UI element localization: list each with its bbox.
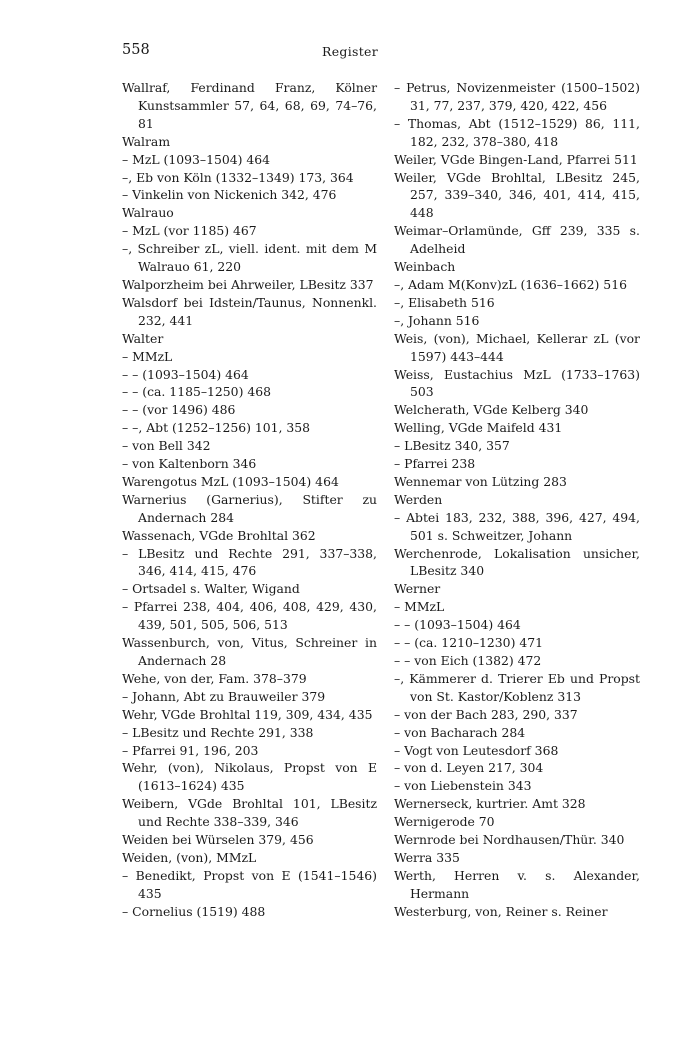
index-entry: Walter: [122, 330, 164, 346]
index-entry: Weiler, VGde Brohltal, LBesitz 245, 257, 339–340, 346, 401, 414, 415, 448: [394, 169, 640, 221]
index-entry: – Thomas, Abt (1512–1529) 86, 111, 182, 232, 378–380, 418: [394, 115, 640, 149]
index-entry: Weibern, VGde Brohltal 101, LBesitz und Rechte 338–339, 346: [122, 796, 377, 830]
index-entry: – –, Abt (1252–1256) 101, 358: [122, 420, 311, 436]
index-entry: –, Elisabeth 516: [394, 294, 495, 310]
index-entry: Wehr, VGde Brohltal 119, 309, 434, 435: [122, 706, 373, 722]
index-entry: Wernerseck, kurtrier. Amt 328: [394, 796, 586, 812]
index-entry: Welling, VGde Maifeld 431: [394, 420, 563, 436]
index-entry: – Vinkelin von Nickenich 342, 476: [122, 187, 337, 203]
index-entry: Wehr, (von), Nikolaus, Propst von E (1613–1624) 435: [122, 760, 377, 794]
index-entry: Weiden, (von), MMzL: [122, 849, 257, 865]
index-entry: Walram: [122, 133, 171, 149]
index-entry: Wehe, von der, Fam. 378–379: [122, 670, 307, 686]
index-entry: Wernigerode 70: [394, 814, 495, 830]
index-entry: – von Bell 342: [122, 438, 211, 454]
index-entry: Walrauo: [122, 205, 174, 221]
index-entry: – Cornelius (1519) 488: [122, 903, 266, 919]
index-entry: Walsdorf bei Idstein/Taunus, Nonnenkl. 232, 441: [122, 294, 377, 328]
index-entry: Weiden bei Würselen 379, 456: [122, 832, 314, 848]
index-entry: – von Kaltenborn 346: [122, 456, 257, 472]
index-entry: – – (1093–1504) 464: [122, 366, 249, 382]
index-entry: – Ortsadel s. Walter, Wigand: [122, 581, 300, 597]
index-entry: Werra 335: [394, 849, 460, 865]
page-number: 558: [122, 42, 150, 58]
index-entry: –, Schreiber zL, viell. ident. mit dem M Walrauo 61, 220: [122, 241, 377, 275]
index-entry: – von d. Leyen 217, 304: [394, 760, 544, 776]
running-title: Register: [321, 44, 379, 59]
index-entry: Werchenrode, Lokalisation unsicher, LBesitz 340: [394, 545, 640, 579]
index-entry: Wennemar von Lützing 283: [394, 473, 567, 489]
index-entry: Weimar–Orlamünde, Gff 239, 335 s. Adelheid: [394, 223, 640, 257]
index-entry: – Vogt von Leutesdorf 368: [394, 742, 559, 758]
index-entry: – – (ca. 1210–1230) 471: [394, 635, 543, 651]
page-header: [0, 42, 700, 62]
index-entry: – MMzL: [394, 599, 445, 615]
index-column-right: [394, 79, 640, 921]
index-entry: Werth, Herren v. s. Alexander, Hermann: [394, 867, 640, 901]
index-entry: – LBesitz und Rechte 291, 337–338, 346, 414, 415, 476: [122, 545, 377, 579]
index-entry: Wallraf, Ferdinand Franz, Kölner Kunstsammler 57, 64, 68, 69, 74–76, 81: [122, 80, 377, 131]
index-entry: – von der Bach 283, 290, 337: [394, 706, 578, 722]
index-entry: – MzL (1093–1504) 464: [122, 151, 271, 167]
index-entry: – Petrus, Novizenmeister (1500–1502) 31, 77, 237, 379, 420, 422, 456: [394, 80, 640, 113]
index-entry: Welcherath, VGde Kelberg 340: [394, 402, 589, 418]
index-entry: – von Liebenstein 343: [394, 778, 532, 794]
index-entry: – – (vor 1496) 486: [122, 402, 236, 418]
index-entry: Weis, (von), Michael, Kellerar zL (vor 1597) 443–444: [394, 330, 640, 364]
index-entry: Weiss, Eustachius MzL (1733–1763) 503: [394, 366, 640, 400]
index-entry: – LBesitz 340, 357: [394, 438, 510, 454]
index-entry: –, Kämmerer d. Trierer Eb und Propst von St. Kastor/Koblenz 313: [394, 670, 640, 704]
index-entry: – Pfarrei 238, 404, 406, 408, 429, 430, 439, 501, 505, 506, 513: [122, 599, 377, 633]
index-entry: – MzL (vor 1185) 467: [122, 223, 257, 239]
index-entry: Weinbach: [394, 259, 456, 275]
index-entry: Warengotus MzL (1093–1504) 464: [122, 473, 339, 489]
index-entry: – Johann, Abt zu Brauweiler 379: [122, 688, 326, 704]
index-entry: Warnerius (Garnerius), Stifter zu Andernach 284: [122, 491, 377, 525]
index-entry: – LBesitz und Rechte 291, 338: [122, 724, 314, 740]
index-entry: – Benedikt, Propst von E (1541–1546) 435: [122, 867, 377, 901]
index-entry: –, Adam M(Konv)zL (1636–1662) 516: [394, 276, 627, 292]
index-entry: Werner: [394, 581, 441, 597]
index-entry: – MMzL: [122, 348, 173, 364]
index-entry: Weiler, VGde Bingen-Land, Pfarrei 511: [394, 151, 638, 167]
index-entry: – Pfarrei 238: [394, 456, 476, 472]
index-entry: – – (ca. 1185–1250) 468: [122, 384, 271, 400]
index-entry: Wassenach, VGde Brohltal 362: [122, 527, 316, 543]
index-entry: – Pfarrei 91, 196, 203: [122, 742, 259, 758]
index-entry: Wassenburch, von, Vitus, Schreiner in Andernach 28: [122, 635, 377, 668]
index-entry: – von Bacharach 284: [394, 724, 526, 740]
index-entry: Werden: [394, 491, 443, 507]
index-entry: Walporzheim bei Ahrweiler, LBesitz 337: [122, 276, 374, 292]
index-entry: – – von Eich (1382) 472: [394, 653, 542, 668]
index-column-left: [122, 79, 377, 921]
index-entry: Wernrode bei Nordhausen/Thür. 340: [394, 832, 625, 848]
index-entry: – – (1093–1504) 464: [394, 617, 521, 633]
index-entry: –, Eb von Köln (1332–1349) 173, 364: [122, 169, 354, 185]
index-entry: –, Johann 516: [394, 312, 480, 328]
index-entry: – Abtei 183, 232, 388, 396, 427, 494, 501 s. Schweitzer, Johann: [394, 509, 640, 543]
index-entry: Westerburg, von, Reiner s. Reiner: [394, 903, 608, 919]
